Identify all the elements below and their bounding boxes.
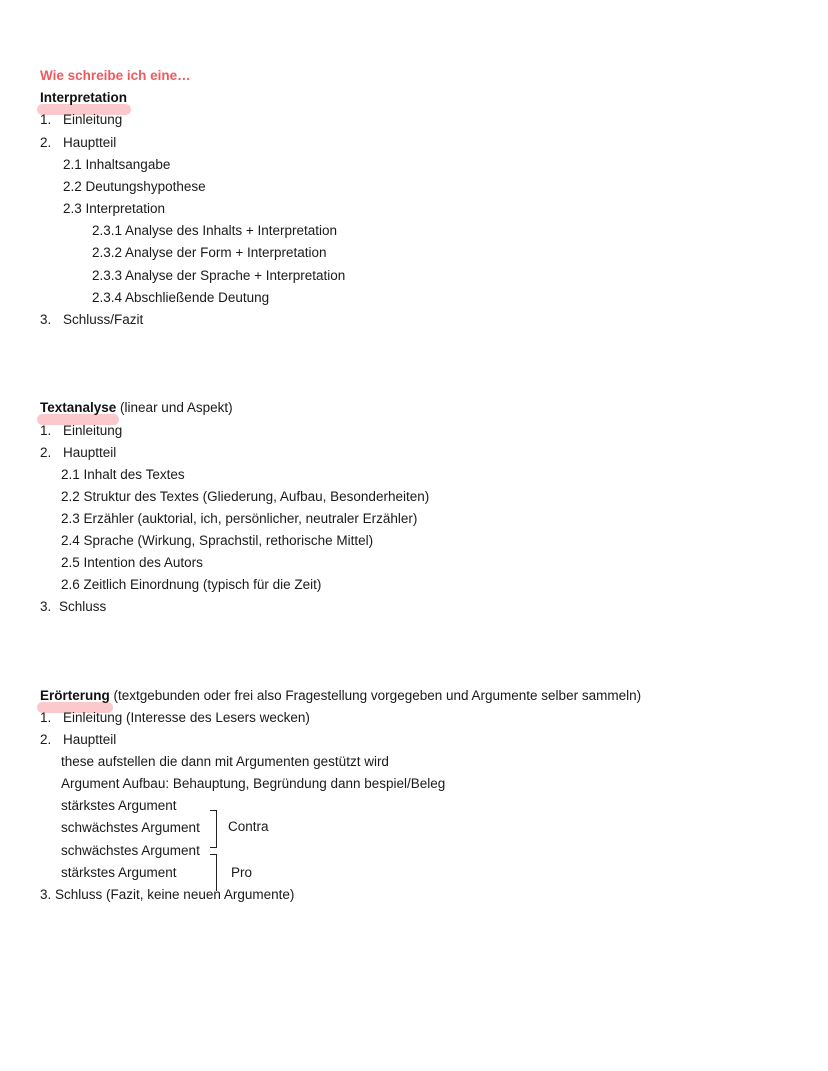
- item-label: Einleitung: [63, 423, 123, 438]
- item-label: Einleitung (Interesse des Lesers wecken): [63, 710, 310, 725]
- textanalyse-sub-2-1: 2.1 Inhalt des Textes: [61, 467, 185, 482]
- textanalyse-heading-suffix: (linear und Aspekt): [116, 400, 233, 415]
- interpretation-subsub-2-3-1: 2.3.1 Analyse des Inhalts + Interpretation: [92, 223, 338, 238]
- textanalyse-item-1: [40, 422, 122, 440]
- textanalyse-conclusion: [40, 598, 106, 616]
- interpretation-subsub-2-3-3: 2.3.3 Analyse der Sprache + Interpretation: [92, 268, 346, 283]
- item-number: 1.: [40, 423, 52, 438]
- interpretation-item-1: [40, 111, 122, 129]
- item-number: 1.: [40, 710, 52, 725]
- item-label: Schluss: [59, 599, 107, 614]
- pro-argument-2: stärkstes Argument: [61, 865, 177, 880]
- item-label: Einleitung: [63, 112, 123, 127]
- interpretation-item-2: [40, 134, 116, 152]
- interpretation-sub-2-3: 2.3 Interpretation: [63, 201, 166, 216]
- textanalyse-sub-2-5: 2.5 Intention des Autors: [61, 555, 203, 570]
- item-label: Hauptteil: [63, 135, 117, 150]
- textanalyse-sub-2-4: 2.4 Sprache (Wirkung, Sprachstil, rethorische Mittel): [61, 533, 374, 548]
- textanalyse-sub-2-2: 2.2 Struktur des Textes (Gliederung, Aufbau, Besonderheiten): [61, 489, 430, 504]
- eroerterung-item-2: [40, 731, 116, 749]
- contra-argument-1: stärkstes Argument: [61, 798, 177, 813]
- eroerterung-heading-suffix: (textgebunden oder frei also Fragestellung vorgegeben und Argumente selber sammeln): [109, 688, 642, 703]
- contra-argument-2: schwächstes Argument: [61, 820, 200, 835]
- textanalyse-sub-2-6: 2.6 Zeitlich Einordnung (typisch für die Zeit): [61, 577, 322, 592]
- interpretation-sub-2-2: 2.2 Deutungshypothese: [63, 179, 206, 194]
- pro-label: Pro: [231, 865, 253, 880]
- item-number: 1.: [40, 112, 52, 127]
- eroerterung-note-2: Argument Aufbau: Behauptung, Begründung dann bespiel/Beleg: [61, 776, 446, 791]
- textanalyse-item-2: [40, 444, 116, 462]
- eroerterung-item-1: [40, 709, 310, 727]
- page-title: Wie schreibe ich eine…: [40, 68, 191, 83]
- item-label: Hauptteil: [63, 445, 117, 460]
- contra-label: Contra: [228, 819, 269, 834]
- interpretation-sub-2-1: 2.1 Inhaltsangabe: [63, 157, 171, 172]
- item-number: 2.: [40, 135, 52, 150]
- interpretation-heading: Interpretation: [40, 90, 128, 105]
- textanalyse-heading-line: [40, 399, 233, 417]
- item-label: Schluss/Fazit: [63, 312, 144, 327]
- interpretation-subsub-2-3-4: 2.3.4 Abschließende Deutung: [92, 290, 270, 305]
- textanalyse-heading: Textanalyse: [40, 400, 117, 415]
- interpretation-subsub-2-3-2: 2.3.2 Analyse der Form + Interpretation: [92, 245, 327, 260]
- item-number: 3.: [40, 599, 52, 614]
- textanalyse-sub-2-3: 2.3 Erzähler (auktorial, ich, persönlicher, neutraler Erzähler): [61, 511, 418, 526]
- interpretation-conclusion: [40, 311, 143, 329]
- item-label: Hauptteil: [63, 732, 117, 747]
- item-number: 3.: [40, 312, 52, 327]
- pro-argument-1: schwächstes Argument: [61, 843, 200, 858]
- eroerterung-heading: Erörterung: [40, 688, 110, 703]
- item-number: 2.: [40, 445, 52, 460]
- contra-bracket: [210, 810, 217, 848]
- eroerterung-heading-line: [40, 687, 641, 705]
- eroerterung-conclusion: 3. Schluss (Fazit, keine neuen Argumente): [40, 887, 295, 902]
- item-number: 2.: [40, 732, 52, 747]
- eroerterung-note-1: these aufstellen die dann mit Argumenten gestützt wird: [61, 754, 389, 769]
